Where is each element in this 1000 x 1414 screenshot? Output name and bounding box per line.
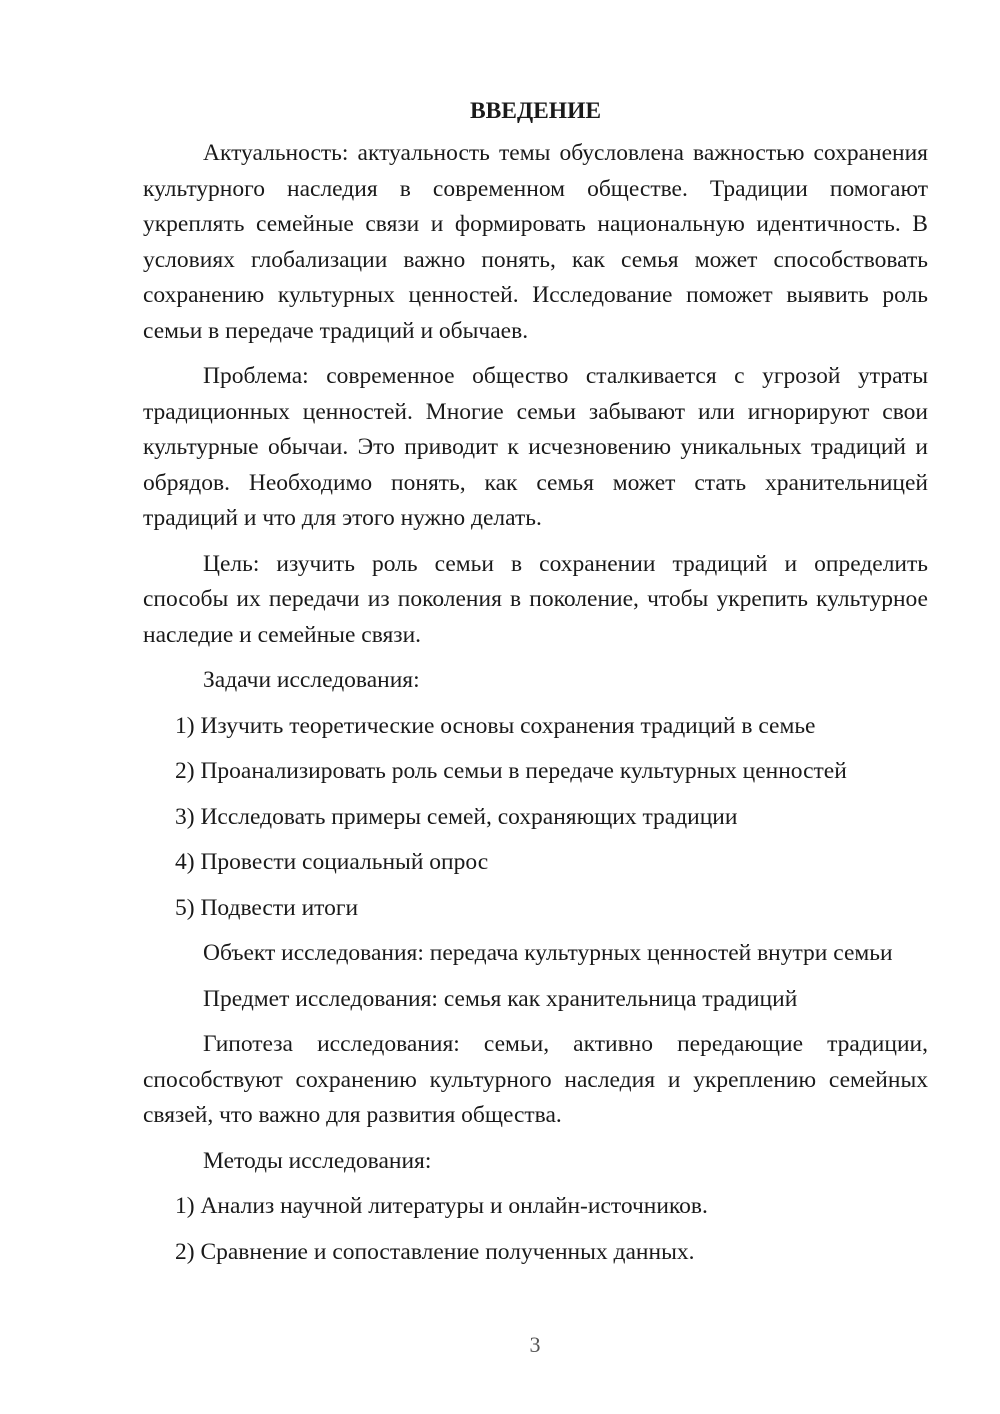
list-item: 4) Провести социальный опрос [175,849,489,875]
methods-title: Методы исследования: [203,1147,432,1174]
object-paragraph: Объект исследования: передача культурных ценностей внутри семьи [203,940,893,966]
tasks-title: Задачи исследования: [203,667,420,693]
goal-paragraph: Цель: изучить роль семьи в сохранении традиций и определить способы их передачи из поколения в поколение, чтобы укрепить культурное наследие и семейные связи. [143,550,928,648]
methods-list [143,1189,928,1270]
list-item: 5) Подвести итоги [175,894,359,921]
relevance-paragraph: Актуальность: актуальность темы обусловлена важностью сохранения культурного наследия в современном обществе. Традиции помогают укреплять семейные связи и формировать национальную идентичность. В условиях глобализации важно понять, как семья может способствовать сохранению культурных ценностей. Исследование поможет выявить роль семьи в передаче традиций и обычаев. [143,140,928,344]
list-item: 2) Проанализировать роль семьи в передаче культурных ценностей [175,758,847,784]
list-item: 1) Анализ научной литературы и онлайн-источников. [175,1193,708,1219]
list-item: 1) Изучить теоретические основы сохранения традиций в семье [175,712,816,739]
list-item: 3) Исследовать примеры семей, сохраняющих традиции [175,803,738,830]
hypothesis-paragraph: Гипотеза исследования: семьи, активно передающие традиции, способствуют сохранению культурного наследия и укреплению семейных связей, что важно для развития общества. [143,1031,928,1128]
page-title: ВВЕДЕНИЕ [469,98,602,124]
tasks-list [143,709,928,927]
list-item: 2) Сравнение и сопоставление полученных данных. [175,1238,695,1265]
problem-paragraph: Проблема: современное общество сталкивается с угрозой утраты традиционных ценностей. Многие семьи забывают или игнорируют свои культурные обычаи. Это приводит к исчезновению уникальных традиций и обрядов. Необходимо понять, как семья может стать хранительницей традиций и что для этого нужно делать. [143,363,928,531]
subject-paragraph: Предмет исследования: семья как хранительница традиций [203,985,798,1012]
page-number: 3 [529,1332,541,1357]
page-content [143,92,928,1280]
